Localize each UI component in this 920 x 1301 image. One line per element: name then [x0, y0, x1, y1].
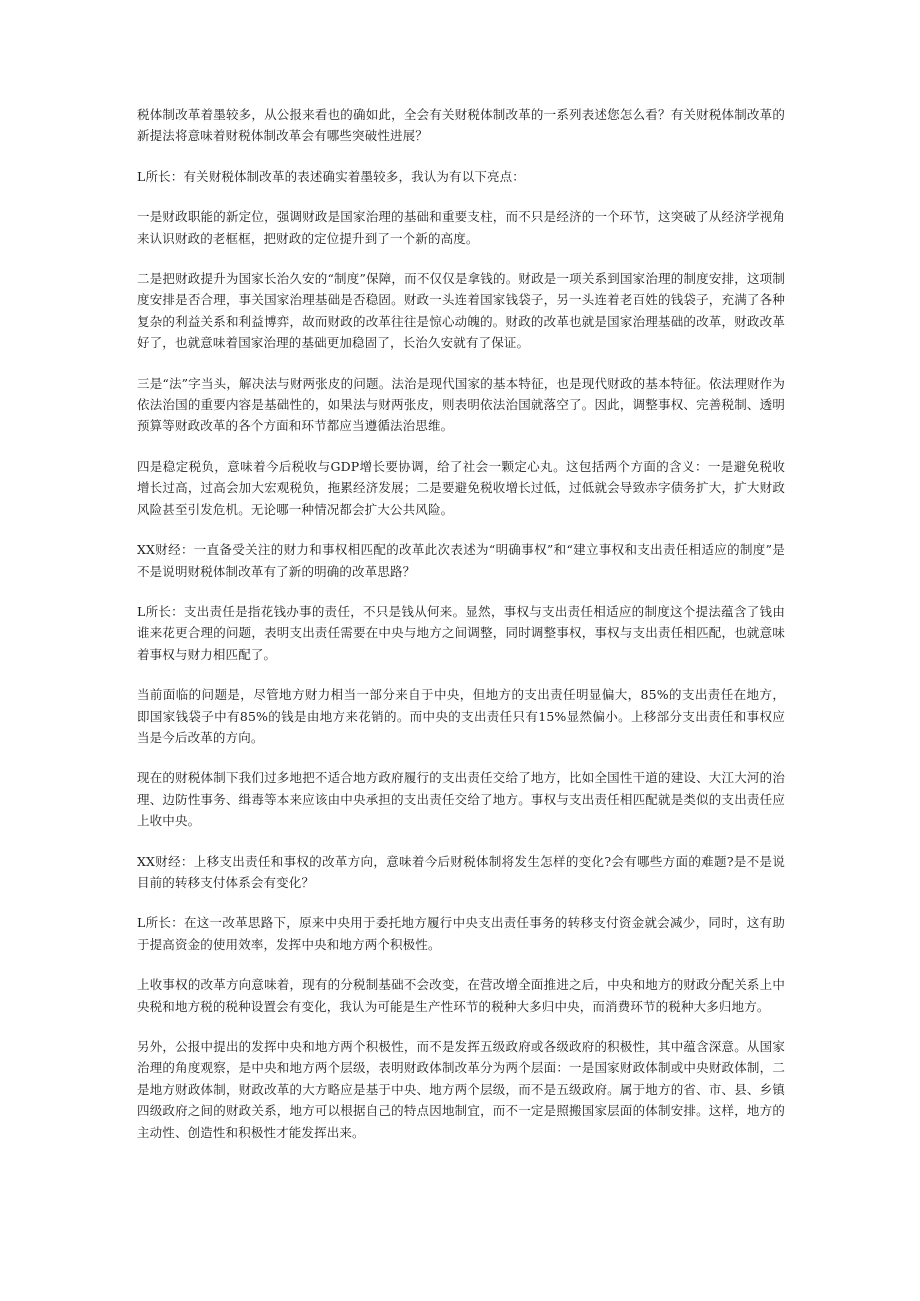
paragraph-answer-2: L所长：支出责任是指花钱办事的责任，不只是钱从何来。显然，事权与支出责任相适应的制度这个提法蕴含了钱由谁来花更合理的问题，表明支出责任需要在中央与地方之间调整，同时调整事权，事权与支出责任相匹配，也就意味着事权与财力相匹配了。 — [137, 603, 785, 662]
paragraph-answer-3: L所长：在这一改革思路下，原来中央用于委托地方履行中央支出责任事务的转移支付资金就会减少，同时，这有助于提高资金的使用效率，发挥中央和地方两个积极性。 — [137, 915, 785, 952]
paragraph-point-2: 二是把财政提升为国家长治久安的“制度”保障，而不仅仅是拿钱的。财政是一项关系到国家治理的制度安排，这项制度安排是否合理，事关国家治理基础是否稳固。财政一头连着国家钱袋子，另一头连着老百姓的钱袋子，充满了各种复杂的利益关系和利益博弈，故而财政的改革往往是惊心动魄的。财政的改革也就是国家治理基础的改革，财政改革好了，也就意味着国家治理的基础更加稳固了，长治久安就有了保证。 — [137, 271, 785, 351]
paragraph-question-3: XX财经：上移支出责任和事权的改革方向，意味着今后财税体制将发生怎样的变化?会有哪些方面的难题?是不是说目前的转移支付体系会有变化？ — [137, 853, 785, 890]
document-body — [137, 104, 785, 1162]
paragraph-question-1: 税体制改革着墨较多，从公报来看也的确如此，全会有关财税体制改革的一系列表述您怎么看？有关财税体制改革的新提法将意味着财税体制改革会有哪些突破性进展？ — [137, 107, 785, 144]
paragraph-current-problem: 当前面临的问题是，尽管地方财力相当一部分来自于中央，但地方的支出责任明显偏大，85%的支出责任在地方，即国家钱袋子中有85%的钱是由地方来花销的。而中央的支出责任只有15%显然偏小。上移部分支出责任和事权应当是今后改革的方向。 — [137, 687, 785, 745]
paragraph-current-system: 现在的财税体制下我们过多地把不适合地方政府履行的支出责任交给了地方，比如全国性干道的建设、大江大河的治理、边防性事务、缉毒等本来应该由中央承担的支出责任交给了地方。事权与支出责任相匹配就是类似的支出责任应上收中央。 — [137, 770, 785, 829]
paragraph-question-2: XX财经：一直备受关注的财力和事权相匹配的改革此次表述为“明确事权”和“建立事权和支出责任相适应的制度”是不是说明财税体制改革有了新的明确的改革思路？ — [137, 542, 785, 579]
paragraph-two-levels: 另外，公报中提出的发挥中央和地方两个积极性，而不是发挥五级政府或各级政府的积极性，其中蕴含深意。从国家治理的角度观察，是中央和地方两个层级，表明财政体制改革分为两个层面：一是国家财政体制或中央财政体制，二是地方财政体制，财政改革的大方略应是基于中央、地方两个层级，而不是五级政府。属于地方的省、市、县、乡镇四级政府之间的财政关系，地方可以根据自己的特点因地制宜，而不一定是照搬国家层面的体制安排。这样，地方的主动性、创造性和积极性才能发挥出来。 — [137, 1039, 785, 1140]
paragraph-answer-intro: L所长：有关财税体制改革的表述确实着墨较多，我认为有以下亮点： — [137, 168, 525, 184]
paragraph-point-1: 一是财政职能的新定位，强调财政是国家治理的基础和重要支柱，而不只是经济的一个环节，这突破了从经济学视角来认识财政的老框框，把财政的定位提升到了一个新的高度。 — [137, 209, 785, 246]
paragraph-point-3: 三是“法”字当头，解决法与财两张皮的问题。法治是现代国家的基本特征，也是现代财政的基本特征。依法理财作为依法治国的重要内容是基础性的，如果法与财两张皮，则表明依法治国就落空了。因此，调整事权、完善税制、透明预算等财政改革的各个方面和环节都应当遵循法治思维。 — [137, 375, 785, 434]
paragraph-tax-sharing: 上收事权的改革方向意味着，现有的分税制基础不会改变，在营改增全面推进之后，中央和地方的财政分配关系上中央税和地方税的税种设置会有变化，我认为可能是生产性环节的税种大多归中央，而消费环节的税种大多归地方。 — [137, 977, 785, 1014]
paragraph-point-4: 四是稳定税负，意味着今后税收与GDP增长要协调，给了社会一颗定心丸。这包括两个方面的含义：一是避免税收增长过高，过高会加大宏观税负，拖累经济发展；二是要避免税收增长过低，过低就会导致赤字债务扩大，扩大财政风险甚至引发危机。无论哪一种情况都会扩大公共风险。 — [137, 458, 785, 517]
